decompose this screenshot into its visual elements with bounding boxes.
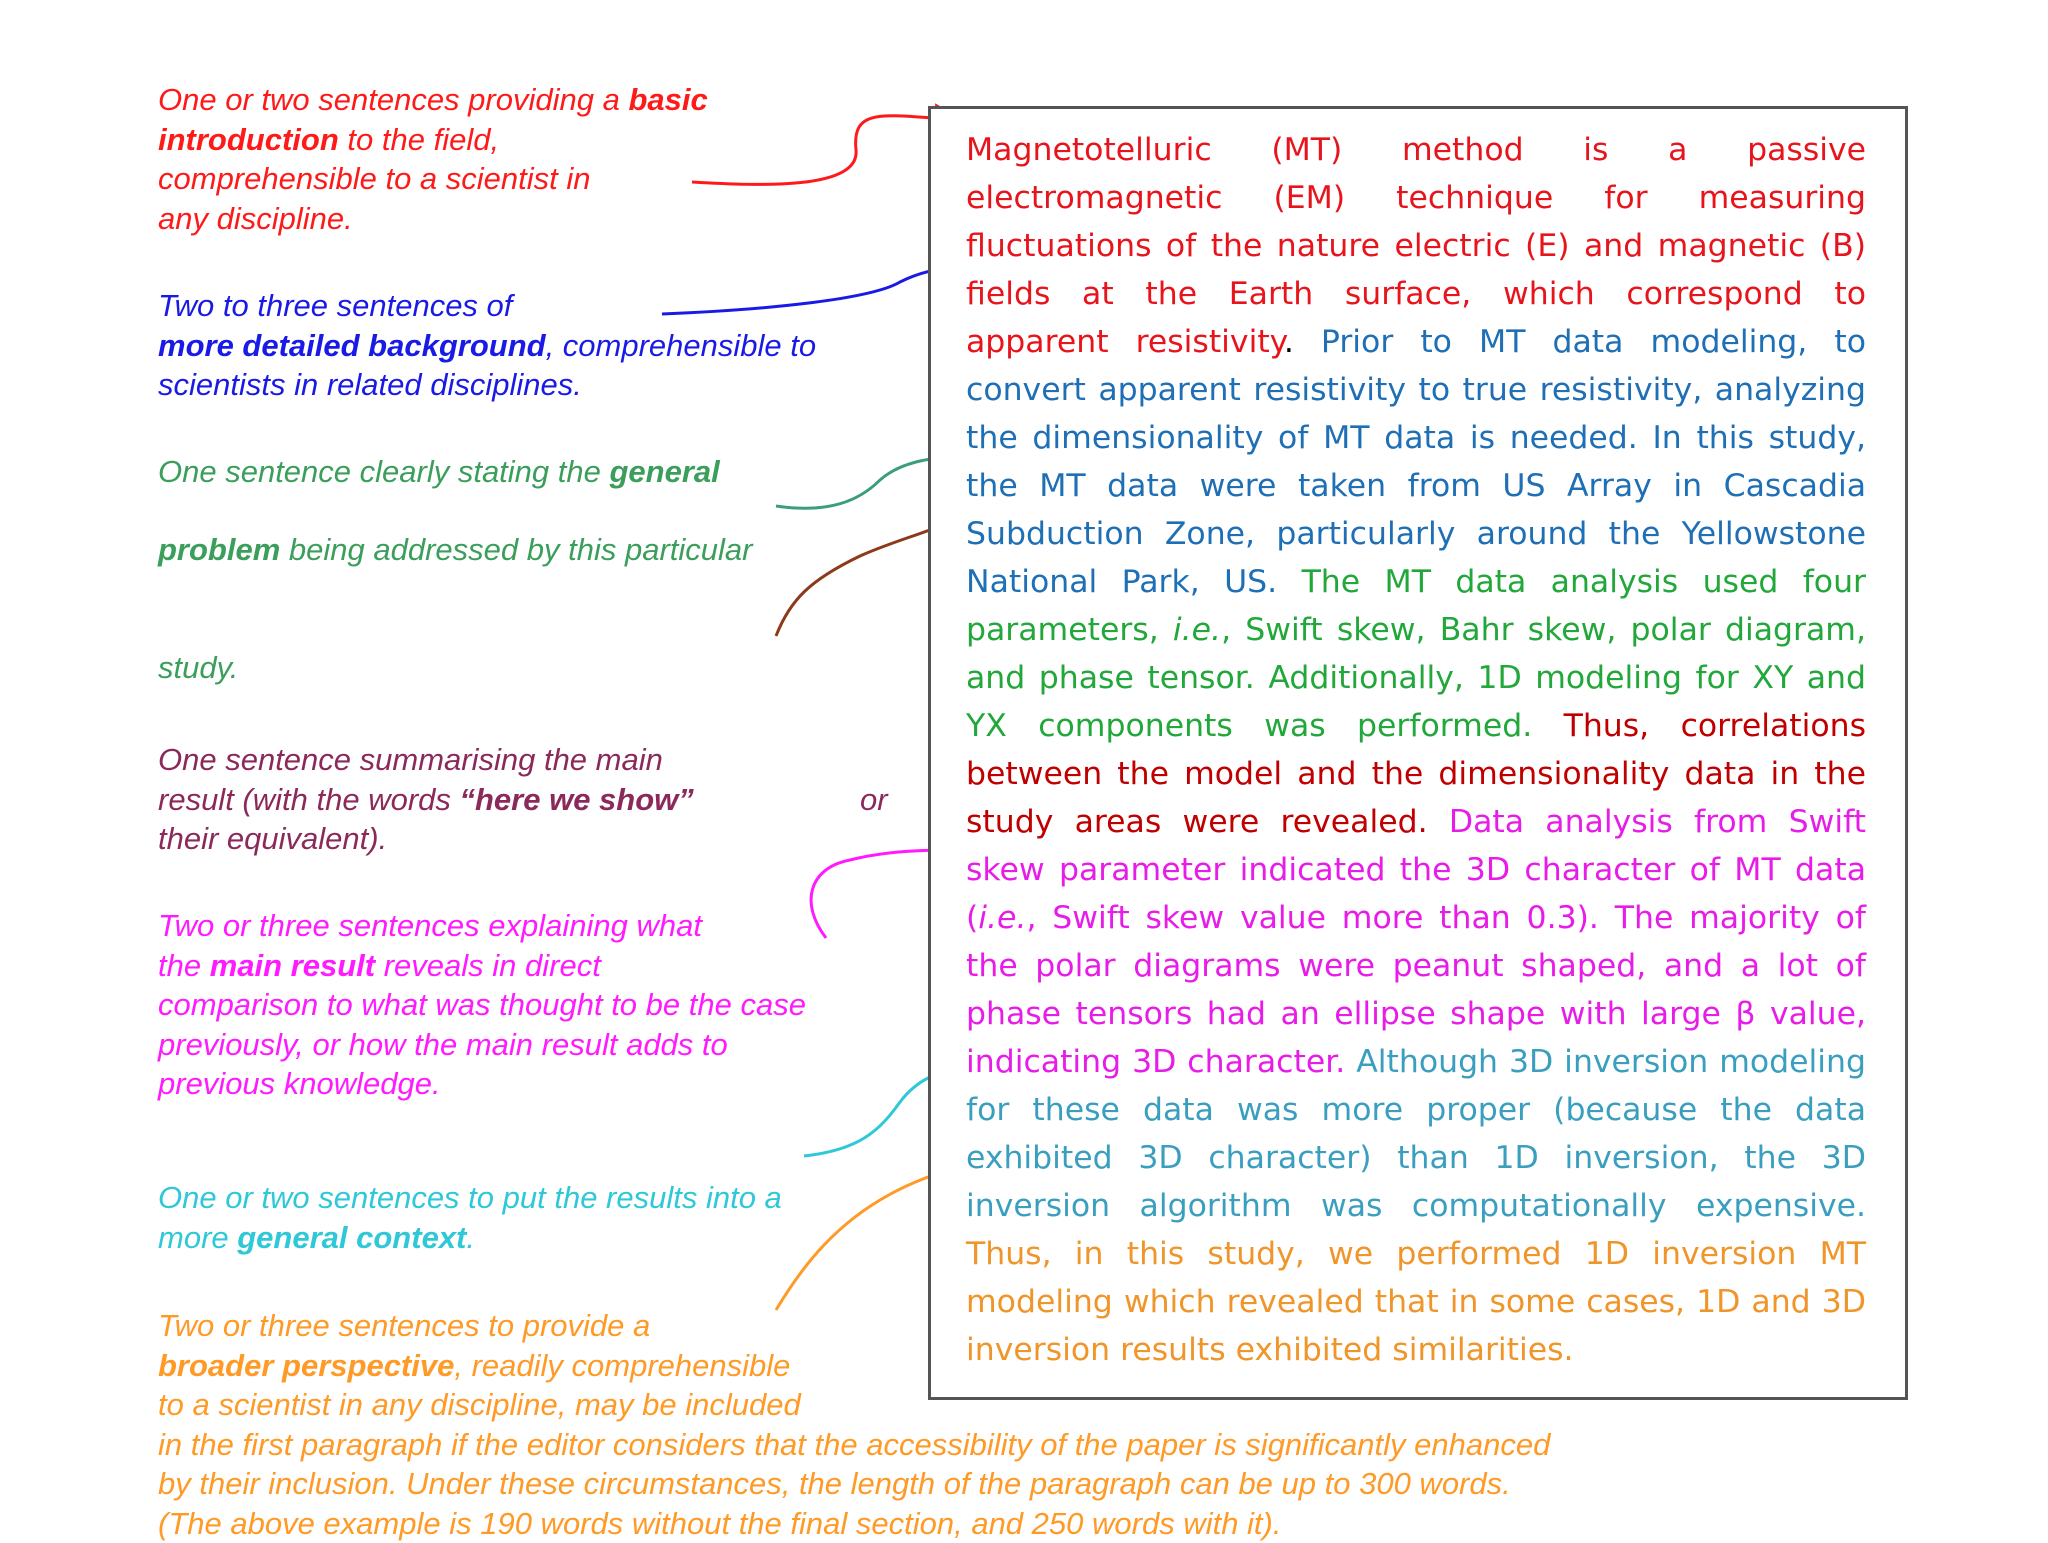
annotation-text: result (with the words xyxy=(158,782,460,817)
annotation-text: by their inclusion. Under these circumstances, the length of the paragraph can be up to 300 words. xyxy=(158,1464,1550,1504)
annotation-text: any discipline. xyxy=(158,199,708,239)
annotation-text: to the field, xyxy=(339,122,499,157)
annotation-text: . xyxy=(466,1220,475,1255)
annotation-main-result xyxy=(158,906,806,1104)
annotation-emphasis: “here we show” xyxy=(460,782,694,817)
annotation-emphasis: broader perspective xyxy=(158,1348,454,1383)
annotation-emphasis: main result xyxy=(210,948,375,983)
annotation-problem xyxy=(158,452,720,492)
annotation-emphasis: more detailed background xyxy=(158,328,546,363)
arrow-intro xyxy=(692,116,958,185)
abstract-perspective: Thus, in this study, we performed 1D inversion MT modeling which revealed that in some cases, 1D and 3D inversion results exhibited similarities. xyxy=(966,1236,1866,1368)
annotation-emphasis: general context xyxy=(237,1220,466,1255)
annotation-text: in the first paragraph if the editor considers that the accessibility of the paper is significantly enhanced xyxy=(158,1425,1550,1465)
annotation-emphasis: problem xyxy=(158,532,280,567)
annotation-emphasis: general xyxy=(609,454,719,489)
annotation-text: , readily comprehensible xyxy=(454,1348,790,1383)
annotation-text: previously, or how the main result adds to xyxy=(158,1025,806,1065)
abstract-problem-text-2: , Swift skew, Bahr skew, polar diagram, and phase tensor. Additionally, 1D modeling for XY and YX components was performed. xyxy=(966,612,1866,744)
abstract-intro: Magnetotelluric (MT) method is a passive electromagnetic (EM) technique for measuring fluctuations of the nature electric (E) and magnetic (B) fields at the Earth surface, which correspond to apparent resistivity xyxy=(966,132,1866,360)
annotation-text: reveals in direct xyxy=(375,948,601,983)
annotation-text: One or two sentences to put the results into a xyxy=(158,1178,782,1218)
annotation-text: One sentence clearly stating the xyxy=(158,454,609,489)
annotation-emphasis: introduction xyxy=(158,122,339,157)
abstract-summary: Thus, correlations between the model and the dimensionality data in the study areas were revealed. xyxy=(966,708,1866,840)
abstract-result-ie: i.e. xyxy=(978,900,1026,936)
annotation-text: to a scientist in any discipline, may be included xyxy=(158,1385,1550,1425)
abstract-problem-text: The MT data analysis used four parameters, xyxy=(966,564,1866,648)
annotation-text: comparison to what was thought to be the case xyxy=(158,985,806,1025)
annotation-background xyxy=(158,286,816,405)
abstract-result-text: Data analysis from Swift skew parameter indicated the 3D character of MT data ( xyxy=(966,804,1866,936)
annotation-context xyxy=(158,1178,782,1257)
abstract-intro-end: . xyxy=(1284,324,1294,360)
abstract-problem-ie: i.e. xyxy=(1173,612,1221,648)
annotation-text: previous knowledge. xyxy=(158,1064,806,1104)
annotation-text: scientists in related disciplines. xyxy=(158,365,816,405)
annotation-text: or xyxy=(860,780,888,820)
annotation-text: being addressed by this particular xyxy=(280,532,752,567)
annotation-text: their equivalent). xyxy=(158,819,694,859)
annotation-text: , comprehensible to xyxy=(546,328,817,363)
annotation-text: Two or three sentences to provide a xyxy=(158,1306,1550,1346)
abstract-paragraph xyxy=(966,126,1866,1374)
annotation-text: study. xyxy=(158,648,238,688)
annotation-problem-end xyxy=(158,648,238,688)
annotation-text: Two to three sentences of xyxy=(158,286,816,326)
annotation-text: more xyxy=(158,1220,237,1255)
annotation-text: the xyxy=(158,948,210,983)
annotation-problem-cont xyxy=(158,530,752,570)
annotation-text: Two or three sentences explaining what xyxy=(158,906,806,946)
annotation-text: comprehensible to a scientist in xyxy=(158,159,708,199)
annotation-text: (The above example is 190 words without the final section, and 250 words with it). xyxy=(158,1504,1550,1543)
abstract-background: Prior to MT data modeling, to convert apparent resistivity to true resistivity, analyzing the dimensionality of MT data is needed. In this study, the MT data were taken from US Array in Cascadia Subduction Zone, particularly around the Yellowstone National Park, US. xyxy=(966,324,1866,600)
annotation-intro xyxy=(158,80,708,238)
annotation-summary xyxy=(158,740,694,859)
abstract-context: Although 3D inversion modeling for these data was more proper (because the data exhibited 3D character) than 1D inversion, the 3D inversion algorithm was computationally expensive. xyxy=(966,1044,1866,1224)
abstract-result-text-2: , Swift skew value more than 0.3). The majority of the polar diagrams were peanut shaped, and a lot of phase tensors had an ellipse shape with large β value, indicating 3D character. xyxy=(966,900,1866,1080)
annotation-text: One or two sentences providing a xyxy=(158,82,628,117)
abstract-result xyxy=(966,804,1866,1080)
annotation-text: One sentence summarising the main xyxy=(158,740,694,780)
annotation-emphasis: basic xyxy=(628,82,707,117)
